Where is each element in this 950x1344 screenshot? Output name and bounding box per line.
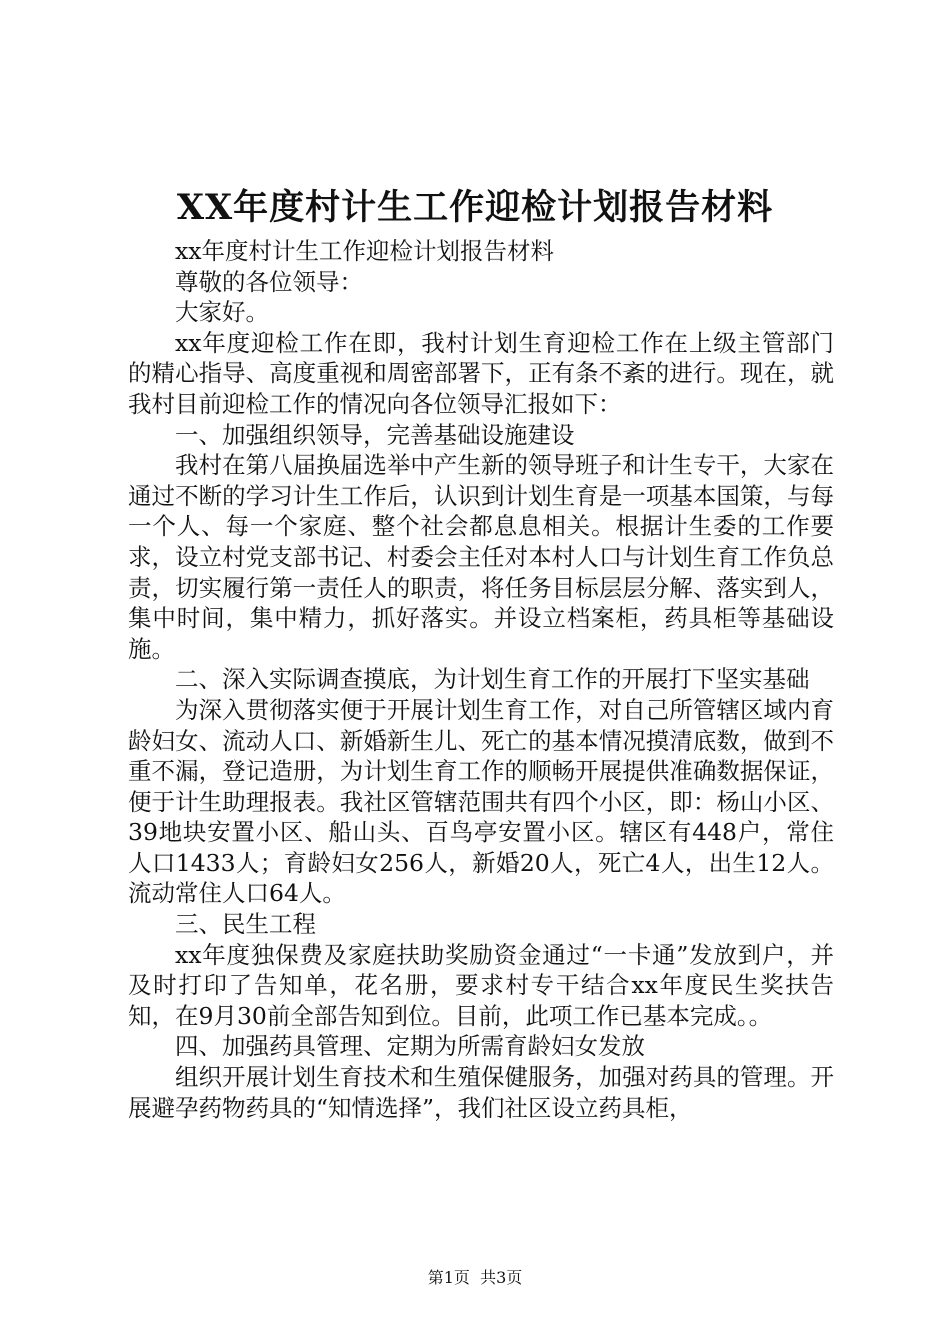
document-title: XX年度村计生工作迎检计划报告材料 (176, 187, 774, 228)
paragraph-greeting: 大家好。 (175, 298, 269, 327)
paragraph-section-3: xx年度独保费及家庭扶助奖励资金通过“一卡通”发放到户，并及时打印了告知单，花名册，要求村专干结合xx年度民生奖扶告知，在9月30前全部告知到位。目前，此项工作已基本完成。。 (128, 940, 834, 1030)
section-heading-1: 一、加强组织领导，完善基础设施建设 (175, 420, 575, 449)
paragraph-subtitle: xx年度村计生工作迎检计划报告材料 (175, 237, 555, 265)
document-body (128, 236, 834, 1123)
paragraph-section-1: 我村在第八届换届选举中产生新的领导班子和计生专干，大家在通过不断的学习计生工作后，认识到计划生育是一项基本国策，与每一个人、每一个家庭、整个社会都息息相关。根据计生委的工作要求，设立村党支部书记、村委会主任对本村人口与计划生育工作负总责，切实履行第一责任人的职责，将任务目标层层分解、落实到人，集中时间，集中精力，抓好落实。并设立档案柜，药具柜等基础设施。 (128, 451, 834, 663)
section-heading-2: 二、深入实际调查摸底，为计划生育工作的开展打下坚实基础 (175, 665, 810, 694)
paragraph-intro: xx年度迎检工作在即，我村计划生育迎检工作在上级主管部门的精心指导、高度重视和周密部署下，正有条不紊的进行。现在，就我村目前迎检工作的情况向各位领导汇报如下： (128, 328, 834, 418)
paragraph-section-4: 组织开展计划生育技术和生殖保健服务，加强对药具的管理。开展避孕药物药具的“知情选择”，我们社区设立药具柜， (128, 1063, 834, 1122)
page-number: 第1页 (427, 1268, 470, 1287)
paragraph-section-2: 为深入贯彻落实便于开展计划生育工作，对自己所管辖区域内育龄妇女、流动人口、新婚新生儿、死亡的基本情况摸清底数，做到不重不漏，登记造册，为计划生育工作的顺畅开展提供准确数据保证，便于计生助理报表。我社区管辖范围共有四个小区，即：杨山小区、39地块安置小区、船山头、百鸟亭安置小区。辖区有448户，常住人口1433人；育龄妇女256人，新婚20人，死亡4人，出生12人。流动常住人口64人。 (128, 695, 834, 908)
section-heading-3: 三、民生工程 (175, 910, 316, 939)
page-total: 共3页 (480, 1268, 523, 1287)
section-heading-4: 四、加强药具管理、定期为所需育龄妇女发放 (175, 1032, 645, 1061)
paragraph-salutation: 尊敬的各位领导： (175, 267, 363, 296)
page-footer (0, 1268, 950, 1288)
